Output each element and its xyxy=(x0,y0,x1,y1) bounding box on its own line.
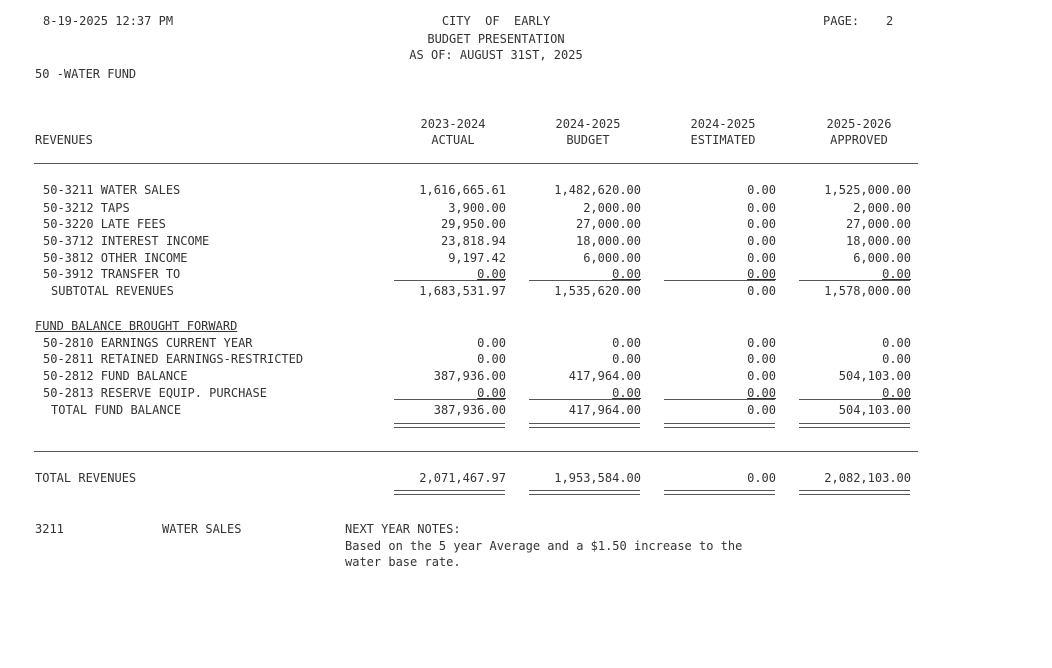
subtotal-rule xyxy=(664,280,775,281)
fund-name: 50 -WATER FUND xyxy=(35,67,137,81)
notes-line-2: water base rate. xyxy=(345,555,461,569)
col-header-type-3: APPROVED xyxy=(830,133,888,147)
row-label: 50-3812 OTHER INCOME xyxy=(43,251,188,265)
value-budget: 0.00 xyxy=(612,352,641,366)
value-estimated: 0.00 xyxy=(747,284,776,298)
total-rule xyxy=(799,399,910,400)
value-estimated: 0.00 xyxy=(747,471,776,485)
double-rule xyxy=(394,490,505,495)
double-rule xyxy=(529,490,640,495)
value-budget: 2,000.00 xyxy=(583,201,641,215)
double-rule xyxy=(664,490,775,495)
double-rule xyxy=(799,423,910,428)
value-actual: 1,616,665.61 xyxy=(419,183,506,197)
col-header-type-0: ACTUAL xyxy=(431,133,475,147)
value-approved: 18,000.00 xyxy=(845,234,911,248)
value-budget: 0.00 xyxy=(612,386,641,400)
value-approved: 0.00 xyxy=(882,386,911,400)
value-estimated: 0.00 xyxy=(747,267,776,281)
total-fund-balance-row xyxy=(0,402,1052,418)
value-budget: 27,000.00 xyxy=(575,217,641,231)
total-rule xyxy=(664,399,775,400)
row-label: 50-3912 TRANSFER TO xyxy=(43,267,181,281)
total-rule xyxy=(529,399,640,400)
table-row xyxy=(0,335,1052,351)
header-divider xyxy=(34,163,918,164)
table-row xyxy=(0,233,1052,249)
row-label: 50-3220 LATE FEES xyxy=(43,217,166,231)
value-estimated: 0.00 xyxy=(747,251,776,265)
col-header-year-3: 2025-2026 xyxy=(826,117,892,131)
double-rule xyxy=(529,423,640,428)
row-label: 50-3712 INTEREST INCOME xyxy=(43,234,210,248)
value-budget: 6,000.00 xyxy=(583,251,641,265)
col-header-year-1: 2024-2025 xyxy=(555,117,621,131)
subtotal-rule xyxy=(394,280,505,281)
value-actual: 0.00 xyxy=(477,336,506,350)
row-label: SUBTOTAL REVENUES xyxy=(51,284,174,298)
value-actual: 387,936.00 xyxy=(433,369,506,383)
double-rule xyxy=(394,423,505,428)
value-actual: 2,071,467.97 xyxy=(419,471,506,485)
table-row xyxy=(0,200,1052,216)
table-row xyxy=(0,216,1052,232)
value-actual: 23,818.94 xyxy=(440,234,506,248)
value-budget: 1,482,620.00 xyxy=(554,183,641,197)
row-label: 50-2811 RETAINED EARNINGS-RESTRICTED xyxy=(43,352,304,366)
value-approved: 504,103.00 xyxy=(838,369,911,383)
value-budget: 1,535,620.00 xyxy=(554,284,641,298)
report-datetime: 8-19-2025 12:37 PM xyxy=(43,14,174,28)
note-account-code: 3211 xyxy=(35,522,64,536)
value-approved: 1,578,000.00 xyxy=(824,284,911,298)
value-approved: 2,000.00 xyxy=(853,201,911,215)
value-estimated: 0.00 xyxy=(747,201,776,215)
page-label: PAGE: xyxy=(823,14,860,28)
value-estimated: 0.00 xyxy=(747,336,776,350)
row-label: 50-2812 FUND BALANCE xyxy=(43,369,188,383)
row-label: 50-3212 TAPS xyxy=(43,201,130,215)
value-approved: 2,082,103.00 xyxy=(824,471,911,485)
value-estimated: 0.00 xyxy=(747,234,776,248)
value-approved: 504,103.00 xyxy=(838,403,911,417)
value-estimated: 0.00 xyxy=(747,369,776,383)
value-actual: 0.00 xyxy=(477,386,506,400)
report-title: BUDGET PRESENTATION xyxy=(427,32,565,46)
value-estimated: 0.00 xyxy=(747,217,776,231)
value-budget: 18,000.00 xyxy=(575,234,641,248)
double-rule xyxy=(799,490,910,495)
value-actual: 1,683,531.97 xyxy=(419,284,506,298)
double-rule xyxy=(664,423,775,428)
notes-heading: NEXT YEAR NOTES: xyxy=(345,522,461,536)
value-actual: 0.00 xyxy=(477,352,506,366)
value-actual: 0.00 xyxy=(477,267,506,281)
value-budget: 417,964.00 xyxy=(568,369,641,383)
value-estimated: 0.00 xyxy=(747,386,776,400)
row-label: TOTAL FUND BALANCE xyxy=(51,403,182,417)
value-approved: 0.00 xyxy=(882,352,911,366)
value-actual: 3,900.00 xyxy=(448,201,506,215)
section-divider xyxy=(34,451,918,452)
value-estimated: 0.00 xyxy=(747,352,776,366)
row-label: 50-2813 RESERVE EQUIP. PURCHASE xyxy=(43,386,267,400)
value-approved: 6,000.00 xyxy=(853,251,911,265)
col-header-year-0: 2023-2024 xyxy=(420,117,486,131)
value-budget: 417,964.00 xyxy=(568,403,641,417)
value-actual: 9,197.42 xyxy=(448,251,506,265)
col-header-type-2: ESTIMATED xyxy=(690,133,756,147)
value-approved: 1,525,000.00 xyxy=(824,183,911,197)
total-revenues-row xyxy=(0,470,1052,486)
col-header-type-1: BUDGET xyxy=(566,133,610,147)
fund-balance-title: FUND BALANCE BROUGHT FORWARD xyxy=(35,319,238,333)
table-row xyxy=(0,182,1052,198)
value-actual: 387,936.00 xyxy=(433,403,506,417)
total-rule xyxy=(394,399,505,400)
table-row xyxy=(0,250,1052,266)
table-row xyxy=(0,351,1052,367)
row-label: 50-3211 WATER SALES xyxy=(43,183,181,197)
subtotal-row xyxy=(0,283,1052,299)
value-budget: 0.00 xyxy=(612,336,641,350)
value-approved: 27,000.00 xyxy=(845,217,911,231)
value-approved: 0.00 xyxy=(882,267,911,281)
value-estimated: 0.00 xyxy=(747,183,776,197)
value-approved: 0.00 xyxy=(882,336,911,350)
value-actual: 29,950.00 xyxy=(440,217,506,231)
city-name: CITY OF EARLY xyxy=(441,14,551,28)
report-as-of: AS OF: AUGUST 31ST, 2025 xyxy=(409,48,583,62)
value-budget: 0.00 xyxy=(612,267,641,281)
notes-line-1: Based on the 5 year Average and a $1.50 increase to the xyxy=(345,539,743,553)
value-budget: 1,953,584.00 xyxy=(554,471,641,485)
table-row xyxy=(0,368,1052,384)
subtotal-rule xyxy=(529,280,640,281)
subtotal-rule xyxy=(799,280,910,281)
note-account-name: WATER SALES xyxy=(162,522,242,536)
value-estimated: 0.00 xyxy=(747,403,776,417)
col-header-year-2: 2024-2025 xyxy=(690,117,756,131)
section-label-revenues: REVENUES xyxy=(35,133,93,147)
page-number: 2 xyxy=(886,14,894,28)
row-label: TOTAL REVENUES xyxy=(35,471,137,485)
row-label: 50-2810 EARNINGS CURRENT YEAR xyxy=(43,336,253,350)
